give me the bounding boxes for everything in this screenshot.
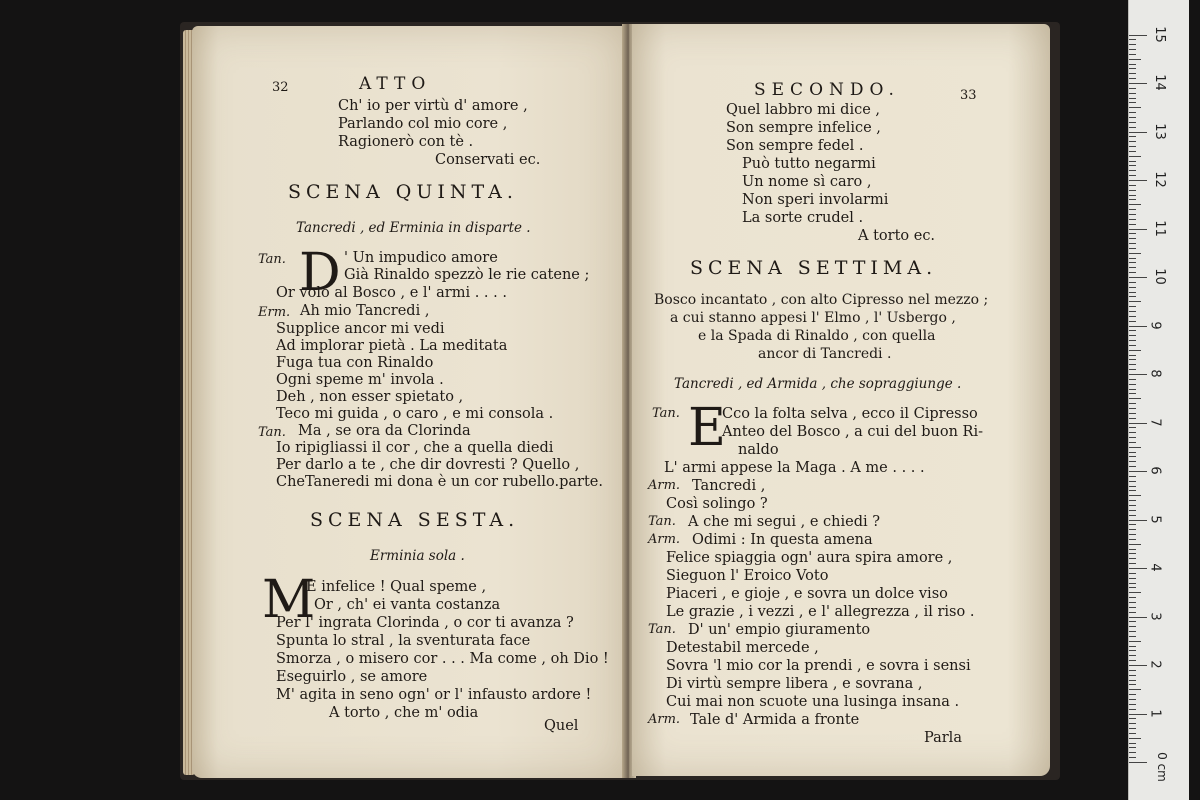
running-head: SECONDO. [754, 80, 900, 100]
ruler-tick [1129, 568, 1147, 569]
ruler-tick [1129, 233, 1136, 234]
ruler-tick [1129, 326, 1147, 327]
ruler-tick [1129, 185, 1136, 186]
ruler-tick [1129, 384, 1136, 385]
verse-line: E infelice ! Qual speme , [306, 579, 487, 595]
ruler-tick [1129, 68, 1136, 69]
ruler-tick [1129, 398, 1141, 399]
drop-cap: D [299, 243, 341, 303]
verse-line: Non speri involarmi [742, 192, 889, 208]
ruler-tick [1129, 253, 1141, 254]
verse-line: Deh , non esser spietato , [276, 389, 464, 405]
ruler-tick [1129, 408, 1136, 409]
verse-line: Teco mi guida , o caro , e mi consola . [276, 406, 554, 422]
ruler-tick [1129, 204, 1141, 205]
ruler-tick [1129, 73, 1136, 74]
ruler-tick [1129, 141, 1136, 142]
ruler-tick [1129, 219, 1136, 220]
ruler-tick [1129, 699, 1136, 700]
ruler-label: 5 [1147, 514, 1163, 524]
page-number: 33 [960, 88, 977, 103]
scene-subtitle: Tancredi , ed Erminia in disparte . [296, 220, 531, 236]
verse-line: CheTaneredi mi dona è un cor rubello.parte. [276, 474, 604, 490]
ruler-tick [1129, 190, 1136, 191]
ruler-tick [1129, 35, 1147, 36]
ruler-tick [1129, 558, 1136, 559]
ruler-tick [1129, 127, 1136, 128]
verse-line: Sovra 'l mio cor la prendi , e sovra i sensi [666, 658, 971, 674]
verse-line: M' agita in seno ogn' or l' infausto ardore ! [276, 687, 592, 703]
ruler-tick [1129, 583, 1136, 584]
running-head: ATTO [359, 74, 432, 94]
ruler-tick [1129, 44, 1136, 45]
ruler-tick [1129, 733, 1136, 734]
ruler-tick [1129, 335, 1136, 336]
verse-line: Quel labbro mi dice , [726, 102, 881, 118]
verse-line: Cui mai non scuote una lusinga insana . [666, 694, 960, 710]
ruler-tick [1129, 423, 1147, 424]
ruler-tick [1129, 122, 1136, 123]
ruler-tick [1129, 655, 1136, 656]
speaker: Tan. [258, 252, 286, 267]
ruler-tick [1129, 752, 1136, 753]
verse-line: Son sempre infelice , [726, 120, 881, 136]
ruler-tick [1129, 626, 1136, 627]
ruler-tick [1129, 175, 1136, 176]
ruler-tick [1129, 641, 1141, 642]
ruler-label: 4 [1147, 563, 1163, 572]
ruler-tick [1129, 54, 1136, 55]
ruler-tick [1129, 364, 1136, 365]
scene-title: SCENA SESTA. [310, 509, 520, 531]
scene-subtitle: Erminia sola . [370, 548, 465, 564]
ruler-tick [1129, 151, 1136, 152]
ruler-tick [1129, 78, 1136, 79]
ruler-tick [1129, 277, 1147, 278]
ruler-tick [1129, 524, 1136, 525]
ruler-tick [1129, 287, 1136, 288]
ruler-tick [1129, 437, 1136, 438]
ruler-tick [1129, 461, 1136, 462]
verse-line: Parlando col mio core , [338, 116, 508, 132]
ruler-tick [1129, 612, 1136, 613]
ruler-tick [1129, 529, 1136, 530]
ruler-tick [1129, 442, 1136, 443]
ruler-tick [1129, 704, 1136, 705]
ruler-tick [1129, 553, 1136, 554]
verse-line: Ad implorar pietà . La meditata [276, 338, 508, 354]
ruler-tick [1129, 132, 1147, 133]
ruler-label: 7 [1147, 417, 1163, 427]
verse-line: Cco la folta selva , ecco il Cipresso [722, 406, 978, 422]
ruler-tick [1129, 515, 1136, 516]
catchword: Quel [544, 718, 579, 734]
ruler-tick [1129, 689, 1141, 690]
speaker: Erm. [258, 305, 291, 320]
ruler-tick [1129, 272, 1136, 273]
ruler-tick [1129, 64, 1136, 65]
ruler-tick [1129, 379, 1136, 380]
verse-line: Per darlo a te , che dir dovresti ? Quello , [276, 457, 580, 473]
ruler-tick [1129, 248, 1136, 249]
verse-line: Di virtù sempre libera , e sovrana , [666, 676, 923, 692]
verse-line: Ma , se ora da Clorinda [298, 423, 471, 439]
ruler-tick [1129, 481, 1136, 482]
ruler-tick [1129, 665, 1147, 666]
ruler-label: 12 [1151, 171, 1167, 188]
ruler-tick [1129, 413, 1136, 414]
ruler-tick [1129, 597, 1136, 598]
ruler-label: 11 [1151, 219, 1167, 237]
ruler-tick [1129, 350, 1141, 351]
ruler-tick [1129, 224, 1136, 225]
ruler-tick [1129, 258, 1136, 259]
ruler-tick [1129, 243, 1136, 244]
verse-line: Fuga tua con Rinaldo [276, 355, 434, 371]
ruler-tick [1129, 452, 1136, 453]
ruler-label: 13 [1151, 122, 1167, 140]
ruler-tick [1129, 490, 1136, 491]
verse-line: Son sempre fedel . [726, 138, 864, 154]
ruler-tick [1129, 500, 1136, 501]
ruler-tick [1129, 694, 1136, 695]
speaker: Tan. [258, 425, 286, 440]
measuring-ruler [1128, 0, 1189, 800]
ruler-label: 8 [1147, 369, 1163, 378]
ruler-tick [1129, 262, 1136, 263]
scene-subtitle: Tancredi , ed Armida , che sopraggiunge . [674, 376, 962, 392]
verse-line: D' un' empio giuramento [688, 622, 871, 638]
ruler-tick [1129, 39, 1136, 40]
ruler-tick [1129, 117, 1136, 118]
verse-line: Per l' ingrata Clorinda , o cor ti avanza ? [276, 615, 574, 631]
ruler-tick [1129, 607, 1136, 608]
ruler-tick [1129, 229, 1147, 230]
verse-line: Ogni speme m' invola . [276, 372, 444, 388]
ruler-tick [1129, 136, 1136, 137]
ruler-tick [1129, 549, 1136, 550]
speaker: Arm. [648, 478, 681, 493]
ruler-tick [1129, 156, 1141, 157]
verse-line: Spunta lo stral , la sventurata face [276, 633, 531, 649]
verse-line: Or volo al Bosco , e l' armi . . . . [276, 285, 507, 301]
ruler-label: 15 [1151, 25, 1167, 43]
verse-line: Supplice ancor mi vedi [276, 321, 445, 337]
ruler-tick [1129, 660, 1136, 661]
ruler-tick [1129, 544, 1141, 545]
ruler-tick [1129, 403, 1136, 404]
ruler-tick [1129, 316, 1136, 317]
verse-line: Odimi : In questa amena [692, 532, 873, 548]
ruler-tick [1129, 170, 1136, 171]
scene-title: SCENA QUINTA. [288, 181, 518, 203]
ruler-label: 9 [1147, 320, 1163, 330]
ruler-tick [1129, 534, 1136, 535]
ruler-tick [1129, 728, 1136, 729]
ruler-tick [1129, 93, 1136, 94]
ruler-tick [1129, 495, 1141, 496]
ruler-tick [1129, 684, 1136, 685]
verse-line: Piaceri , e gioje , e sovra un dolce viso [666, 586, 948, 602]
ruler-tick [1129, 723, 1136, 724]
verse-line: La sorte crudel . [742, 210, 864, 226]
ruler-tick [1129, 209, 1136, 210]
verse-line: Tancredi , [692, 478, 766, 494]
ruler-tick [1129, 107, 1141, 108]
verse-line: ' Un impudico amore [344, 250, 498, 266]
verse-line: Eseguirlo , se amore [276, 669, 428, 685]
speaker: Tan. [648, 622, 676, 637]
ruler-tick [1129, 59, 1141, 60]
ruler-tick [1129, 165, 1136, 166]
drop-cap: M [262, 570, 316, 630]
ruler-tick [1129, 432, 1136, 433]
verse-line: L' armi appese la Maga . A me . . . . [664, 460, 925, 476]
verse-line: Smorza , o misero cor . . . Ma come , oh Dio ! [276, 651, 609, 667]
verse-line: Conservati ec. [435, 152, 541, 168]
ruler-tick [1129, 282, 1136, 283]
ruler-tick [1129, 471, 1147, 472]
ruler-tick [1129, 563, 1136, 564]
speaker: Arm. [648, 532, 681, 547]
page-number: 32 [272, 80, 289, 95]
ruler-tick [1129, 520, 1147, 521]
ruler-tick [1129, 714, 1147, 715]
verse-line: Ragionerò con tè . [338, 134, 474, 150]
ruler-label: 2 [1147, 660, 1163, 669]
speaker: Arm. [648, 712, 681, 727]
ruler-tick [1129, 587, 1136, 588]
ruler-tick [1129, 393, 1136, 394]
ruler-tick [1129, 180, 1147, 181]
verse-line: Può tutto negarmi [742, 156, 876, 172]
ruler-tick [1129, 301, 1141, 302]
ruler-tick [1129, 359, 1136, 360]
ruler-tick [1129, 476, 1136, 477]
ruler-tick [1129, 636, 1136, 637]
drop-cap: E [688, 398, 726, 458]
ruler-tick [1129, 238, 1136, 239]
ruler-label: 14 [1151, 74, 1167, 91]
verse-line: Ah mio Tancredi , [300, 303, 430, 319]
verse-line: A torto ec. [858, 228, 936, 244]
ruler-tick [1129, 762, 1147, 763]
ruler-tick [1129, 345, 1136, 346]
ruler-tick [1129, 296, 1136, 297]
ruler-tick [1129, 631, 1136, 632]
ruler-tick [1129, 617, 1147, 618]
scene-setting: Bosco incantato , con alto Cipresso nel mezzo ; [654, 292, 989, 308]
ruler-tick [1129, 355, 1136, 356]
ruler-tick [1129, 321, 1136, 322]
ruler-tick [1129, 83, 1147, 84]
speaker: Tan. [648, 514, 676, 529]
verse-line: Così solingo ? [666, 496, 768, 512]
speaker: Tan. [652, 406, 680, 421]
ruler-tick [1129, 88, 1136, 89]
ruler-tick [1129, 199, 1136, 200]
catchword: Parla [924, 730, 962, 746]
verse-line: Detestabil mercede , [666, 640, 819, 656]
verse-line: Or , ch' ei vanta costanza [314, 597, 501, 613]
ruler-tick [1129, 292, 1136, 293]
verse-line: A che mi segui , e chiedi ? [688, 514, 881, 530]
ruler-tick [1129, 427, 1136, 428]
ruler-tick [1129, 486, 1136, 487]
scene-setting: a cui stanno appesi l' Elmo , l' Usbergo , [670, 310, 956, 326]
verse-line: naldo [738, 442, 779, 458]
left-page [192, 26, 626, 778]
ruler-tick [1129, 592, 1141, 593]
scene-setting: e la Spada di Rinaldo , con quella [698, 328, 936, 344]
ruler-tick [1129, 675, 1136, 676]
ruler-tick [1129, 49, 1136, 50]
ruler-tick [1129, 98, 1136, 99]
ruler-tick [1129, 340, 1136, 341]
ruler-tick [1129, 102, 1136, 103]
verse-line: Un nome sì caro , [742, 174, 872, 190]
ruler-tick [1129, 573, 1136, 574]
ruler-tick [1129, 602, 1136, 603]
verse-line: Sieguon l' Eroico Voto [666, 568, 829, 584]
ruler-tick [1129, 418, 1136, 419]
right-page [632, 24, 1050, 776]
ruler-tick [1129, 621, 1136, 622]
ruler-tick [1129, 214, 1136, 215]
ruler-tick [1129, 539, 1136, 540]
verse-line: Tale d' Armida a fronte [690, 712, 860, 728]
verse-line: Anteo del Bosco , a cui del buon Ri- [722, 424, 983, 440]
ruler-tick [1129, 369, 1136, 370]
ruler-tick [1129, 112, 1136, 113]
ruler-tick [1129, 306, 1136, 307]
verse-line: Ch' io per virtù d' amore , [338, 98, 528, 114]
ruler-tick [1129, 738, 1141, 739]
ruler-tick [1129, 466, 1136, 467]
ruler-tick [1129, 505, 1136, 506]
ruler-tick [1129, 146, 1136, 147]
ruler-tick [1129, 670, 1136, 671]
ruler-tick [1129, 161, 1136, 162]
verse-line: Felice spiaggia ogn' aura spira amore , [666, 550, 953, 566]
scene-setting: ancor di Tancredi . [758, 346, 892, 362]
ruler-tick [1129, 389, 1136, 390]
ruler-label: 10 [1151, 268, 1167, 285]
ruler-tick [1129, 447, 1141, 448]
verse-line: Le grazie , i vezzi , e l' allegrezza , il riso . [666, 604, 975, 620]
ruler-tick [1129, 646, 1136, 647]
ruler-label: 1 [1147, 708, 1163, 718]
ruler-tick [1129, 456, 1136, 457]
ruler-label: 6 [1147, 466, 1163, 475]
ruler-tick [1129, 743, 1136, 744]
ruler-tick [1129, 374, 1147, 375]
ruler-tick [1129, 578, 1136, 579]
ruler-tick [1129, 650, 1136, 651]
scene-title: SCENA SETTIMA. [690, 257, 938, 279]
ruler-tick [1129, 680, 1136, 681]
ruler-tick [1129, 757, 1136, 758]
ruler-tick [1129, 330, 1136, 331]
ruler-tick [1129, 718, 1136, 719]
ruler-tick [1129, 267, 1136, 268]
verse-line: Già Rinaldo spezzò le rie catene ; [344, 267, 590, 283]
ruler-tick [1129, 709, 1136, 710]
ruler-tick [1129, 510, 1136, 511]
ruler-tick [1129, 195, 1136, 196]
verse-line: A torto , che m' odia [329, 705, 479, 721]
ruler-label: 3 [1147, 611, 1163, 621]
ruler-tick [1129, 311, 1136, 312]
ruler-unit-label: 0 cm [1154, 752, 1169, 782]
verse-line: Io ripigliassi il cor , che a quella diedi [276, 440, 554, 456]
ruler-tick [1129, 747, 1136, 748]
